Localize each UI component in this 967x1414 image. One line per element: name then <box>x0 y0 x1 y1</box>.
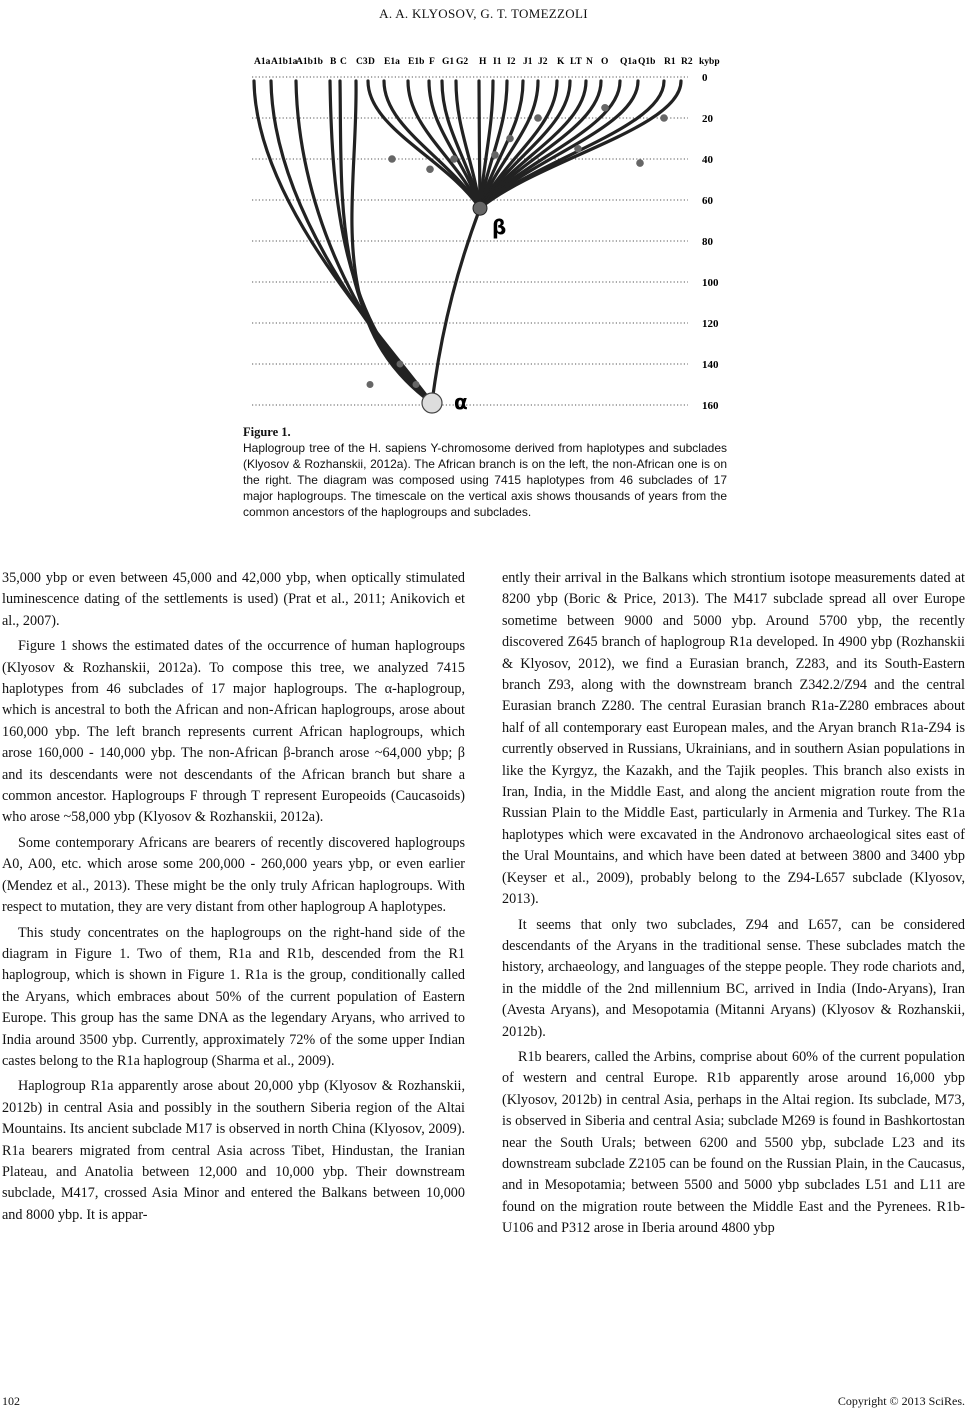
haplogroup-label: A1a <box>254 57 271 67</box>
tick-label: 80 <box>702 236 713 248</box>
tree-node <box>506 135 514 143</box>
alpha-node <box>422 393 442 413</box>
paragraph: 35,000 ybp or even between 45,000 and 42,000 ybp, when optically stimulated luminescence dating of the settlements is used) (Prat et al., 2011; Anikovich et al., 2007). <box>2 570 465 629</box>
right-column <box>502 568 965 1244</box>
paragraph: Some contemporary Africans are bearers of recently discovered haplogroups A0, A00, etc. which arose some 200,000 - 260,000 years ybp, or even earlier (Mendez et al., 2013). These might be the only truly African haplogroups. With respect to mutation, they are very distant from other haplogroup A haplotypes. <box>2 834 465 916</box>
running-head: A. A. KLYOSOV, G. T. TOMEZZOLI <box>379 6 588 21</box>
tick-label: 0 <box>702 72 708 84</box>
non-african-branch <box>479 81 480 208</box>
haplogroup-label: R2 <box>681 57 693 67</box>
haplogroup-labels <box>254 57 720 67</box>
tree-node <box>367 381 374 388</box>
paragraph: Haplogroup R1a apparently arose about 20,000 ybp (Klyosov & Rozhanskii, 2012b) in central Asia and possibly in the southern Siberia region of the Altai Mountains. Its ancient subclade M17 is observed in north China (Klyosov, 2009). R1a bearers migrated from central Asia across Tibet, Hindustan, the Iranian Plateau, and Anatolia between 12,000 and 10,000 ybp. Their downstream subclade, M417, crossed Asia Minor and entered the Balkans between 10,000 and 8000 ybp. It is appar- <box>2 1078 465 1223</box>
tree-node <box>636 159 644 167</box>
haplogroup-label: I1 <box>493 57 502 67</box>
tick-label: 40 <box>702 154 713 166</box>
haplogroup-label: D <box>368 57 375 67</box>
tree-node <box>450 155 458 163</box>
haplogroup-label: A1b1a <box>271 57 298 67</box>
tree-node <box>426 165 434 173</box>
haplogroup-label: B <box>330 57 337 67</box>
haplogroup-label: E1a <box>384 57 400 67</box>
haplogroup-label: E1b <box>408 57 425 67</box>
haplogroup-label: F <box>429 57 435 67</box>
paragraph: R1b bearers, called the Arbins, comprise about 60% of the current population of western and central Europe. R1b apparently arose around 16,000 ybp (Klyosov, 2012b) in central Asia, perhaps in the Altai region. Its subclade, M73, is observed in Siberia and central Asia; subclade M269 is found in Bashkortostan near the South Urals; between 6200 and 5500 ybp, subclade L23 and its downstream subclade Z2105 can be found on the Russian Plain, in the Caucasus, and in Mesopotamia; between 5500 and 5000 ybp subclades L51 and L11 are found on the migration route between the Middle East and the Pyrenees. R1b-U106 and P312 arose in Iberia around 4800 ybp <box>502 1048 965 1237</box>
page-number: 102 <box>2 1394 20 1408</box>
paragraph: It seems that only two subclades, Z94 and L657, can be considered descendants of the Aryans in the traditional sense. These subclades match the history, archaeology, and languages of the steppe people. They rode chariots and, in the middle of the 2nd millennium BC, arrived in India (Indo-Aryans), Iran (Avesta Aryans), and Mesopotamia (Mitanni Aryans) (Klyosov & Rozhanskii, 2012b). <box>502 916 965 1040</box>
beta-node <box>473 201 487 215</box>
tree-node <box>534 114 542 122</box>
haplogroup-label: N <box>586 57 593 67</box>
figure-caption <box>243 424 727 520</box>
haplogroup-label: I2 <box>507 57 516 67</box>
left-column <box>2 568 465 1230</box>
tree-node <box>601 104 609 112</box>
haplogroup-label: Q1b <box>638 57 656 67</box>
tick-label: 60 <box>702 195 713 207</box>
haplogroup-label: H <box>479 57 487 67</box>
paragraph: Figure 1 shows the estimated dates of the occurrence of human haplogroups (Klyosov & Rozhanskii, 2012a). To compose this tree, we analyzed 7415 haplotypes from 46 subclades of 17 major haplogroups. The α-haplogroup, which is ancestral to both the African and non-African haplogroups, arose about 160,000 ybp. The left branch represents current African haplogroups, which arose 160,000 - 140,000 ybp. The non-African β-branch arose ~64,000 ybp; β and its descendants were not descendants of the African branch but share a common ancestor. Haplogroups F through T represent Europeoids (Caucasoids) who arose ~58,000 ybp (Klyosov & Rozhanskii, 2012a). <box>2 638 465 826</box>
tick-label: 100 <box>702 277 719 289</box>
copyright-notice: Copyright © 2013 SciRes. <box>837 1394 965 1408</box>
trunk-branch <box>432 208 480 403</box>
haplogroup-label: J1 <box>523 57 533 67</box>
haplogroup-label: G1 <box>442 57 455 67</box>
caption-title: Figure 1. <box>243 425 291 439</box>
tree-node <box>491 151 499 159</box>
paragraph: This study concentrates on the haplogroups on the right-hand side of the diagram in Figure 1. Two of them, R1a and R1b, descended from the R1 haplogroup, which is shown in Figure 1. R1a is the group, conditionally called the Aryans, which embraces about 50% of the current population of Eastern Europe. This group has the same DNA as the legendary Aryans, who arrived to India around 3500 ybp. Currently, approximately 72% of the some upper Indian castes belong to the R1a haplogroup (Sharma et al., 2009). <box>2 924 465 1069</box>
alpha-label: α <box>454 390 468 414</box>
haplogroup-tree-figure <box>240 48 730 420</box>
haplogroup-label: J2 <box>538 57 548 67</box>
tree-node <box>413 381 420 388</box>
paragraph: ently their arrival in the Balkans which strontium isotope measurements dated at 8200 ybp (Boric & Price, 2013). The M417 subclade spread all over Europe sometime between 9000 and 5000 ybp. Around 5700 ybp, the recently discovered Z645 branch of haplogroup R1a developed. In 4900 ybp (Rozhanskii & Klyosov, 2012), we find a Eurasian branch, Z283, and its South-Eastern branch Z93, along with the downstream branch Z342.2/Z94 and the central Eurasian branch Z280. The central Eurasian branch R1a-Z280 embraces about half of all contemporary east European males, and the Aryan branch R1a-Z94 is currently observed in Russians, Ukrainians, and in southern Asian populations in like the Kyrgyz, the Kazakh, and the Tajik peoples. This branch also exists in Iran, India, in the Middle East, and along the ancient migration route from the Russian Plain to the Middle East, particularly in Armenia and Turkey. The R1a haplotypes which were excavated in the Andronovo archaeological sites east of the Ural Mountains, and which have been dated at between 3800 and 3400 ybp (Keyser et al., 2009), probably belong to the Z94-L657 subclade (Klyosov, 2013). <box>502 570 965 908</box>
beta-label: β <box>492 215 507 240</box>
haplogroup-label: C3 <box>356 57 368 67</box>
tick-label: 20 <box>702 113 713 125</box>
haplogroup-label: R1 <box>664 57 676 67</box>
haplogroup-label: LT <box>570 57 582 67</box>
timescale-ticks <box>702 72 719 412</box>
haplogroup-label: O <box>601 57 609 67</box>
tick-label: 140 <box>702 359 719 371</box>
tick-label: 160 <box>702 400 719 412</box>
tree-node <box>574 145 582 153</box>
haplogroup-label: K <box>557 57 565 67</box>
caption-text: Haplogroup tree of the H. sapiens Y-chromosome derived from haplotypes and subclades (Klyosov & Rozhanskii, 2012a). The African branch is on the left, the non-African one is on the right. The diagram was composed using 7415 haplotypes from 46 subclades of 17 major haplogroups. The timescale on the vertical axis shows thousands of years from the common ancestors of the haplogroups and subclades. <box>243 441 727 519</box>
tick-label: 120 <box>702 318 719 330</box>
axis-unit-label: kybp <box>699 57 720 67</box>
haplogroup-label: Q1a <box>620 57 637 67</box>
haplogroup-label: A1b1b <box>296 57 323 67</box>
tree-node <box>660 114 668 122</box>
tree-node <box>397 361 404 368</box>
haplogroup-label: C <box>340 57 347 67</box>
haplogroup-label: G2 <box>456 57 469 67</box>
tree-node <box>388 155 396 163</box>
